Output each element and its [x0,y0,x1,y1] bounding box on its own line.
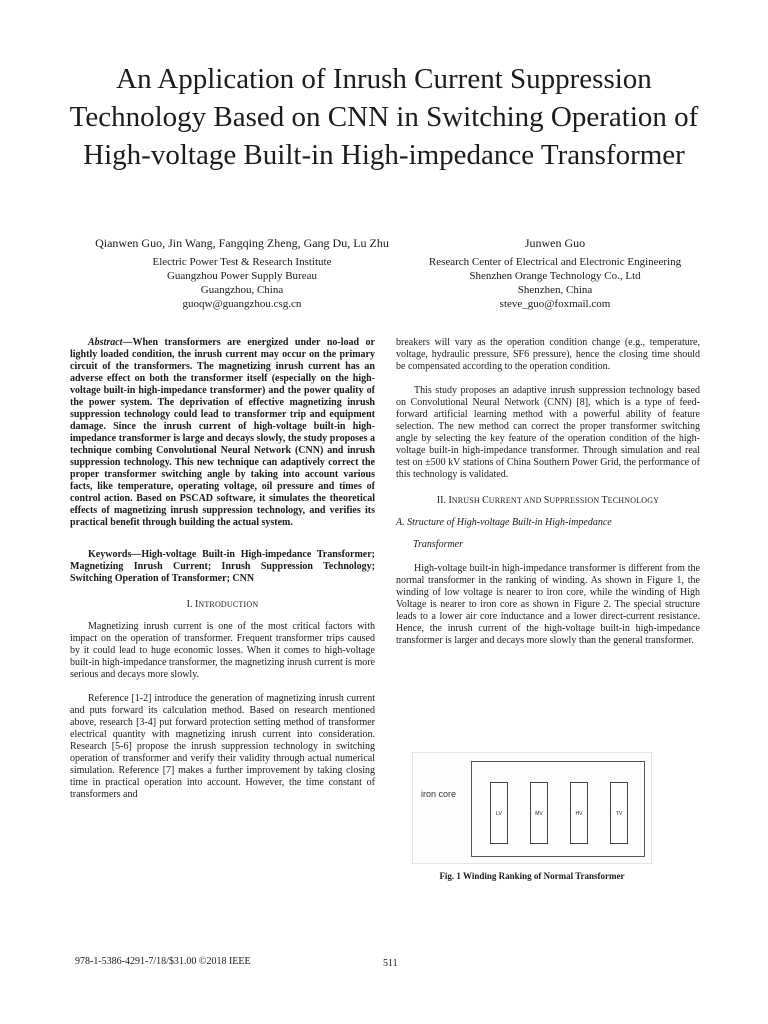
winding-lv: LV [490,782,508,844]
winding-mv: MV [530,782,548,844]
right-column [396,337,700,647]
left-column [70,337,375,801]
author-names: Qianwen Guo, Jin Wang, Fangqing Zheng, Gang Du, Lu Zhu [95,236,389,250]
subsection-heading: A. Structure of High-voltage Built-in High-impedance [396,517,612,528]
affiliation-line: Research Center of Electrical and Electronic Engineering [428,256,682,268]
iron-core-frame [471,761,645,857]
keywords: Keywords—High-voltage Built-in High-impedance Transformer; Magnetizing Inrush Current; Inrush Suppression Technology; Switching Operation of Transformer; CNN [70,549,375,584]
affiliation-line: Guangzhou Power Supply Bureau [166,270,317,282]
winding-hv: HV [570,782,588,844]
paragraph: breakers will vary as the operation condition change (e.g., temperature, voltage, hydraulic pressure, SF6 pressure), hence the closing time should be compensated according to the operation condition. [396,337,700,372]
affiliation-line: Guangzhou, China [200,284,284,296]
affiliation-line: Electric Power Test & Research Institute [152,256,332,268]
author-names: Junwen Guo [524,236,586,250]
footer-isbn: 978-1-5386-4291-7/18/$31.00 ©2018 IEEE [75,956,251,967]
section-heading-inrush: II. INRUSH CURRENT AND SUPPRESSION TECHNOLOGY [436,495,660,506]
author-email: steve_guo@foxmail.com [499,298,611,310]
affiliation-line: Shenzhen, China [517,284,593,296]
abstract-text: —When transformers are energized under no-load or lightly loaded condition, the inrush current may occur on the primary circuit of the transformers. The magnetizing inrush current has an adverse effect on both the transformer itself (especially on the high-voltage built-in high-impedance transformer) and the power quality of the power system. The deprivation of effective magnetizing inrush suppression technology could lead to transformer trip and equipment damage. Since the inrush current of high-voltage built-in high-impedance transformer is large and decays slowly, the study proposes a technique combing Convolutional Neural Network (CNN) and inrush suppression technology. This new technique can adaptively correct the proper transformer switching angle by taking into account various facts, like temperature, operating voltage, oil pressure and times of control action. Based on PSCAD software, it simulates the theoretical effects of magnetizing inrush suppression technology, and verifies its practical benefit through building the actual system. [70,337,375,528]
paragraph: Magnetizing inrush current is one of the most critical factors with impact on the operation of transformer. Frequent transformer trips caused by it could lead to huge economic losses. When it comes to high-voltage built-in high-impedance transformer, the magnetizing inrush current is more serious and decays more slowly. [70,621,375,680]
page-number: 511 [383,958,398,969]
author-email: guoqw@guangzhou.csg.cn [182,298,302,310]
paragraph: This study proposes an adaptive inrush suppression technology based on Convolutional Neural Network (CNN) [8], which is a type of feed-forward artificial learning method with a powerful ability of feature selection. The new method can correct the proper transformer switching angle by selecting the key feature of the operation condition of the high-voltage built-in high-impedance transformer. Through simulation and real test on ±500 kV stations of China Southern Power Grid, the performance of this technology is validated. [396,385,700,480]
paper-title: An Application of Inrush Current Suppression Technology Based on CNN in Switching Operation of High-voltage Built-in High-impedance Transformer [69,63,699,171]
subsection-heading-continued: Transformer [413,539,464,550]
abstract [70,337,375,529]
abstract-lead: Abstract [88,337,123,348]
figure-1-caption: Fig. 1 Winding Ranking of Normal Transformer [439,871,625,881]
winding-tv: TV [610,782,628,844]
section-heading-introduction: I. INTRODUCTION [186,599,259,610]
paragraph: Reference [1-2] introduce the generation of magnetizing inrush current and puts forward its calculation method. Based on research mentioned above, research [3-4] put forward protection setting method of transformer electrical quantity with magnetizing inrush current into consideration. Research [5-6] propose the inrush suppression technology in switching operation of transformer and verify their validity through actual numerical simulation. Reference [7] makes a further improvement by taking closing time in practical operation into account. However, the time constant of transformers and [70,693,375,800]
paragraph: High-voltage built-in high-impedance transformer is different from the normal transformer in the ranking of winding. As shown in Figure 1, the winding of low voltage is nearer to iron core, while the winding of High Voltage is nearer to iron core as shown in Figure 2. The special structure leads to a lower air core inductance and a lower direct-current resistance. Hence, the inrush current of the high-voltage built-in high-impedance transformer is larger and decays more slowly than the general transformer. [396,563,700,646]
affiliation-line: Shenzhen Orange Technology Co., Ltd [469,270,641,282]
iron-core-label: iron core [421,789,457,799]
figure-1-winding-diagram [412,752,652,864]
author-block-left [60,236,424,311]
author-block-right [400,236,710,311]
